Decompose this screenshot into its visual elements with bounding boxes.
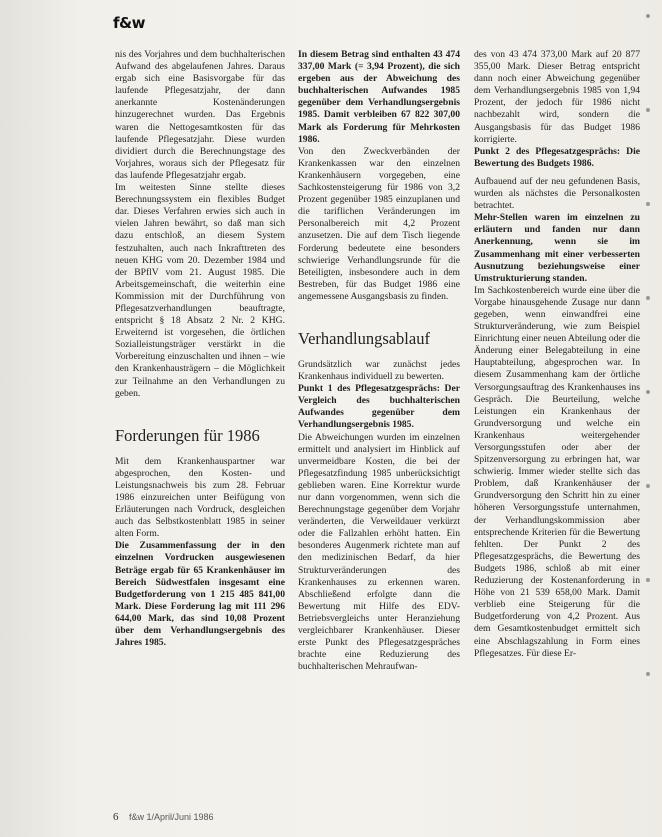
paragraph: Aufbauend auf der neu gefundenen Basis, wurden als nächstes die Personalkosten betrachtet. — [474, 175, 640, 212]
text-column-1 — [115, 49, 285, 799]
binding-edge — [643, 14, 653, 814]
page-footer — [113, 811, 214, 823]
page-number: 6 — [113, 811, 119, 823]
bold-paragraph: Die Zusammenfassung der in den einzelnen Vordrucken ausgewiesenen Beträge ergab für 65 Krankenhäuser im Bereich Südwestfalen insgesamt eine Budgetforderung von 1 215 485 841,00 Mark. Diese Forderung lag mit 111 296 644,00 Mark, das sind 10,08 Prozent über dem Verhandlungsergebnis des Jahres 1985. — [115, 540, 285, 649]
bold-paragraph: Punkt 2 des Pflegesatzgesprächs: Die Bewertung des Budgets 1986. — [474, 145, 640, 169]
bold-paragraph: Punkt 1 des Pflegesatzgesprächs: Der Vergleich des buchhalterischen Aufwandes gegenüber dem Verhandlungsergebnis 1985. — [298, 383, 460, 431]
paragraph: Grundsätzlich war zunächst jedes Krankenhaus individuell zu bewerten. — [298, 358, 460, 383]
bold-paragraph: Mehr-Stellen waren im einzelnen zu erläutern und fanden nur dann Anerkennung, wenn sie im Zusammenhang mit einer verbesserten Ausnutzung beziehungsweise einer Umstrukturierung standen. — [474, 212, 640, 284]
paragraph: nis des Vorjahres und dem buchhalterischen Aufwand des abgelaufenen Jahres. Daraus ergab sich eine Basisvorgabe für das laufende Pflegesatzjahr, der dann anerkannte Kostenänderungen hinzugerechnet wurden. Das Ergebnis waren die Nettogesamtkosten für das laufende Pflegesatzjahr. Diese wurden dividiert durch die Berechnungstage des Vorjahres, woraus sich der Pflegesatz für das laufende Pflegesatzjahr ergab. — [115, 49, 285, 181]
text-column-3 — [474, 49, 640, 809]
paragraph: Von den Zweckverbänden der Krankenkassen war den einzelnen Krankenhäusern vorgegeben, eine Sachkostensteigerung für 1986 von 3,2 Prozent gegenüber 1985 einzuplanen und die tariflichen Veränderungen im Personalbereich mit 4,2 Prozent anzusetzen. Die auf dem Tisch liegende Forderung bedeutete eine besonders schwierige Verhandlungsrunde für die Beteiligten, insbesondere auch in dem Bestreben, für das Budget 1986 eine angemessene Ausgangsbasis zu finden. — [298, 145, 460, 302]
paragraph: Im weitesten Sinne stellte dieses Berechnungssystem ein flexibles Budget dar. Dieses Verfahren erwies sich auch in vielen Jahren bewährt, so daß man sich dazu entschloß, an diesem System festzuhalten, auch nach Inkrafttreten des neuen KHG vom 20. Dezember 1984 und der BPflV vom 21. August 1985. Die Arbeitsgemeinschaft, die weiterhin eine Kommission mit der Durchführung von Pflegesatzverhandlungen beauftragte, entspricht § 18 Absatz 2 Nr. 2 KHG. Erweiternd ist vorgesehen, die örtlichen Sozialleistungsträger verstärkt in die Vorbereitung einzuschalten und ihnen – wie den Krankenhausträgern – die Möglichkeit zur Teilnahme an den Verhandlungen zu geben. — [115, 182, 285, 399]
bold-paragraph: In diesem Betrag sind enthalten 43 474 337,00 Mark (= 3,94 Prozent), die sich ergeben aus der Abweichung des buchhalterischen Aufwandes 1985 gegenüber dem Verhandlungsergebnis 1985. Damit verbleiben 67 822 307,00 Mark als Forderung für Mehrkosten 1986. — [298, 49, 460, 145]
paragraph: Mit dem Krankenhauspartner war abgesprochen, den Kosten- und Leistungsnachweis bis zum 28. Februar 1986 einzureichen unter Beifügung von Erläuterungen nach Vordruck, desgleichen auch das Selbstkostenblatt 1985 in seiner alten Form. — [115, 455, 285, 540]
text-column-2 — [298, 49, 460, 799]
paragraph: des von 43 474 373,00 Mark auf 20 877 355,00 Mark. Dieser Betrag entspricht dann noch einer Abweichung gegenüber dem Verhandlungsergebnis 1985 von 1,94 Prozent, der jedoch für 1986 nicht nachbezahlt wird, sondern die Ausgangsbasis für das Budget 1986 korrigierte. — [474, 49, 640, 145]
section-heading: Verhandlungsablauf — [298, 328, 430, 348]
section-heading: Forderungen für 1986 — [115, 425, 260, 445]
publication-info: f&w 1/April/Juni 1986 — [129, 812, 214, 822]
publication-logo: f&w — [113, 14, 145, 32]
paragraph: Die Abweichungen wurden im einzelnen ermittelt und analysiert im Hinblick auf unvermeidbare Kosten, die bei der Pflegesatzfindung 1985 unberücksichtigt geblieben waren. Eine Korrektur wurde nur dann vorgenommen, wenn sich die Berechnungstage gegenüber dem Vorjahr veränderten, die Verweildauer verkürzt oder die Fallzahlen erhöht hatten. Ein besonderes Augenmerk richtete man auf den medizinischen Bedarf, da hier Strukturveränderungen des Krankenhauses zu erkennen waren. Abschließend erfolgte dann die Bewertung mit Hilfe des EDV-Betriebsvergleichs unter Heranziehung vergleichbarer Krankenhäuser. Dieser erste Punkt des Pflegesatzgespräches brachte eine Reduzierung des buchhalterischen Mehraufwan- — [298, 431, 460, 673]
paragraph: Im Sachkostenbereich wurde eine über die Vorgabe hinausgehende Zusage nur dann gegeben, wenn einwandfrei eine Strukturveränderung, wie zum Beispiel Einrichtung einer neuen Abteilung oder die Änderung einer Belegabteilung in eine Hauptabteilung, abgesprochen war. In diesem Zusammenhang kam der örtliche Versorgungsauftrag des Krankenhauses ins Gespräch. Die Beurteilung, welche Leistungen ein Krankenhaus der Grundversorgung und welche ein Krankenhaus weitergehender Versorgungsstufen oder aber der Spitzenversorgung zu erbringen hat, war schwierig. Immer wieder stellte sich das Problem, daß Krankenhäuser der Grundversorgung den Schritt hin zu einer höheren Versorgungsstufe unternahmen, der Verhandlungskommission aber entsprechende Kriterien für die Bewertung fehlten. Der Punkt 2 des Pflegesatzgesprächs, die Bewertung des Budgets 1986, schloß ab mit einer Reduzierung der Kostenanforderung in Höhe von 21 539 658,00 Mark. Damit verblieb eine Steigerung für die Budgetforderung von 4,2 Prozent. Aus dem Gesamtkostenbudget ermittelt sich eine Abschlagszahlung in Form eines Pflegesatzes. Für diese Er- — [474, 284, 640, 659]
